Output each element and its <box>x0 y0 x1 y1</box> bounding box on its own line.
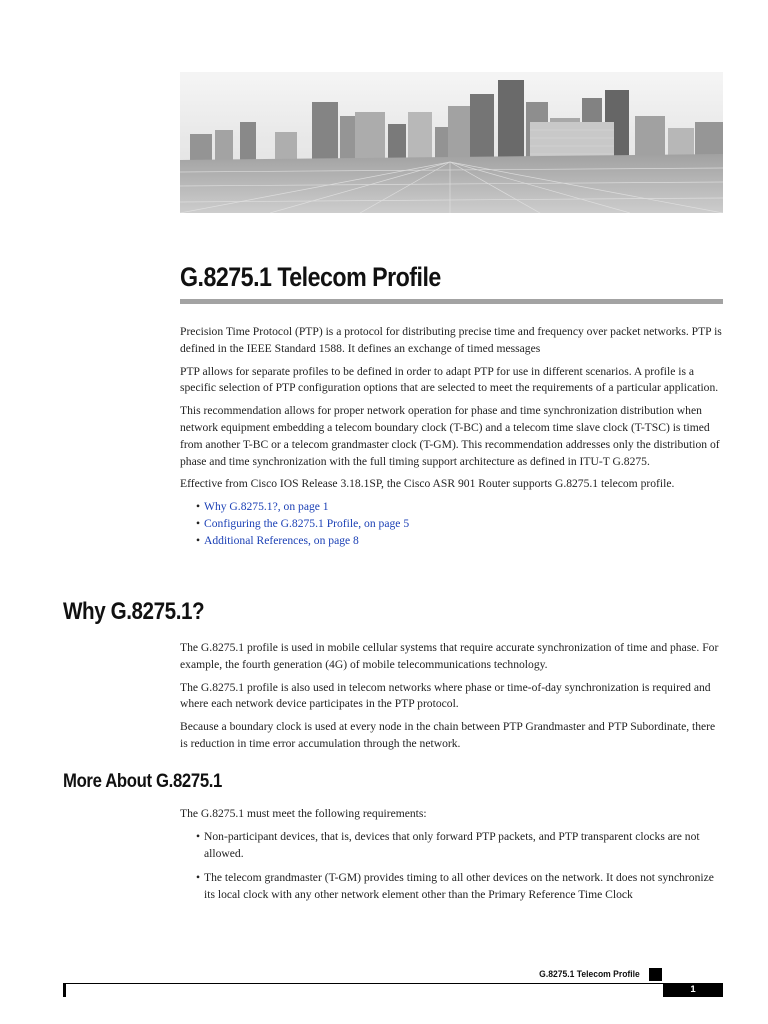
city-skyline-illustration <box>180 72 723 213</box>
toc-link-why[interactable]: Why G.8275.1?, on page 1 <box>204 500 329 514</box>
intro-paragraph: Precision Time Protocol (PTP) is a protocol for distributing precise time and frequency over packet networks. PTP is defined in the IEEE Standard 1588. It defines an exchange of timed messages <box>180 325 722 355</box>
title-rule <box>180 299 723 304</box>
more-intro: The G.8275.1 must meet the following requirements: <box>180 807 427 820</box>
intro-paragraph: Effective from Cisco IOS Release 3.18.1SP, the Cisco ASR 901 Router supports G.8275.1 telecom profile. <box>180 477 675 491</box>
requirement-item: • The telecom grandmaster (T-GM) provides timing to all other devices on the network. It does not synchronize its local clock with any other network element other than the Primary Reference Time Clock <box>180 870 725 904</box>
footer-marker <box>649 968 662 981</box>
toc-link-references[interactable]: Additional References, on page 8 <box>204 533 359 547</box>
intro-paragraph: This recommendation allows for proper network operation for phase and time synchronization distribution when network equipment embedding a telecom boundary clock (T-BC) and a telecom time slave clock (T-TSC) is timed from another T-BC or a telecom grandmaster clock (T-GM). This recommendation addresses only the distribution of phase and time synchronization with the full timing support architecture as defined in ITU-T G.8275. <box>180 404 720 468</box>
requirement-item: • Non-participant devices, that is, devices that only forward PTP packets, and PTP transparent clocks are not allowed. <box>180 829 725 863</box>
why-paragraph: Because a boundary clock is used at every node in the chain between PTP Grandmaster and PTP Subordinate, there is reduction in time error accumulation through the network. <box>180 720 716 750</box>
why-paragraph: The G.8275.1 profile is also used in telecom networks where phase or time-of-day synchronization is required and where each network device participates in the PTP protocol. <box>180 680 711 711</box>
why-paragraph: The G.8275.1 profile is used in mobile cellular systems that require accurate synchronization of time and phase. For example, the fourth generation (4G) of mobile telecommunications technology. <box>180 641 719 671</box>
section-heading-why: Why G.8275.1? <box>63 598 205 625</box>
section-heading-more-about: More About G.8275.1 <box>63 771 223 792</box>
toc-link-configuring[interactable]: Configuring the G.8275.1 Profile, on page 5 <box>204 516 410 530</box>
chapter-toc-list <box>180 499 725 549</box>
page-number: 1 <box>663 983 723 997</box>
requirements-list <box>180 829 725 904</box>
footer-rule <box>63 983 663 984</box>
why-section <box>180 640 725 759</box>
toc-item <box>180 516 725 533</box>
footer-tick <box>63 983 66 997</box>
intro-section <box>180 324 725 550</box>
footer-title: G.8275.1 Telecom Profile <box>539 969 640 980</box>
intro-paragraph: PTP allows for separate profiles to be defined in order to adapt PTP for use in different scenarios. A profile is a specific selection of PTP configuration options that are selected to meet the requirements of a particular application. <box>180 364 719 395</box>
toc-item <box>180 499 725 516</box>
more-about-section <box>180 806 725 912</box>
chapter-title: G.8275.1 Telecom Profile <box>180 262 441 292</box>
toc-item <box>180 533 725 550</box>
header-city-image <box>180 72 723 213</box>
